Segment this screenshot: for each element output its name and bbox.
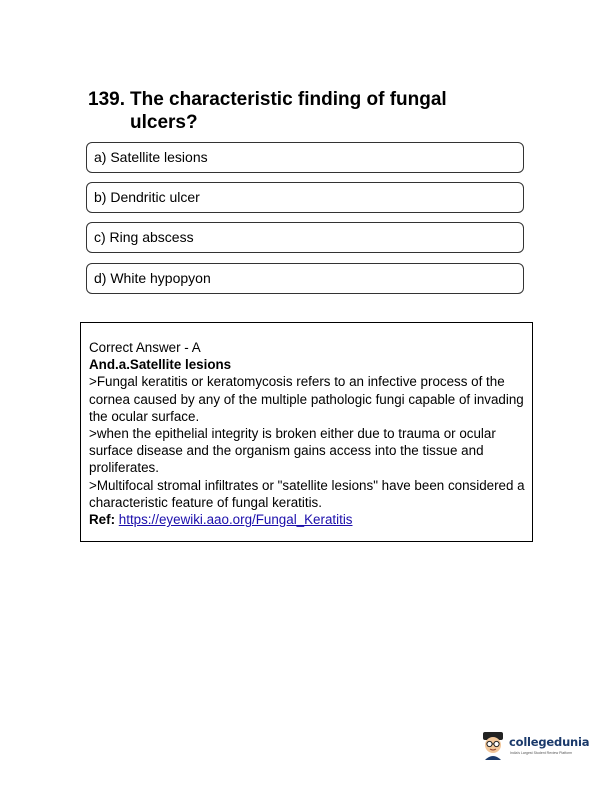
explanation-paragraph: >Fungal keratitis or keratomycosis refers to an infective process of the cornea caused by any of the multiple pathologic fungi capable of invading the ocular surface.: [89, 374, 524, 424]
brand-tagline: India's Largest Student Review Platform: [510, 751, 573, 755]
question-text-line1: The characteristic finding of fungal: [130, 89, 447, 110]
answer-heading: And.a.Satellite lesions: [89, 357, 232, 373]
brand-name: collegedunia: [509, 735, 590, 749]
reference-label: Ref:: [89, 512, 116, 528]
explanation-paragraph: >Multifocal stromal infiltrates or "satellite lesions" have been considered a characteristic feature of fungal keratitis.: [89, 477, 525, 510]
collegedunia-logo: [480, 730, 590, 760]
option-c[interactable]: c) Ring abscess: [86, 222, 524, 253]
question-text-line2: ulcers?: [130, 112, 198, 133]
option-d[interactable]: d) White hypopyon: [86, 263, 524, 294]
question-number: 139.: [88, 89, 125, 110]
answer-explanation-box: [80, 322, 533, 542]
reference-link[interactable]: https://eyewiki.aao.org/Fungal_Keratitis: [118, 512, 353, 528]
reference: [89, 511, 532, 528]
option-b[interactable]: b) Dendritic ulcer: [86, 182, 524, 213]
mascot-icon: [480, 730, 506, 760]
question-title: [88, 88, 528, 134]
explanation-paragraph: >when the epithelial integrity is broken either due to trauma or ocular surface disease and the organism gains access into the tissue and proliferates.: [89, 426, 496, 476]
option-a[interactable]: a) Satellite lesions: [86, 142, 524, 173]
correct-answer: Correct Answer - A: [89, 340, 201, 355]
